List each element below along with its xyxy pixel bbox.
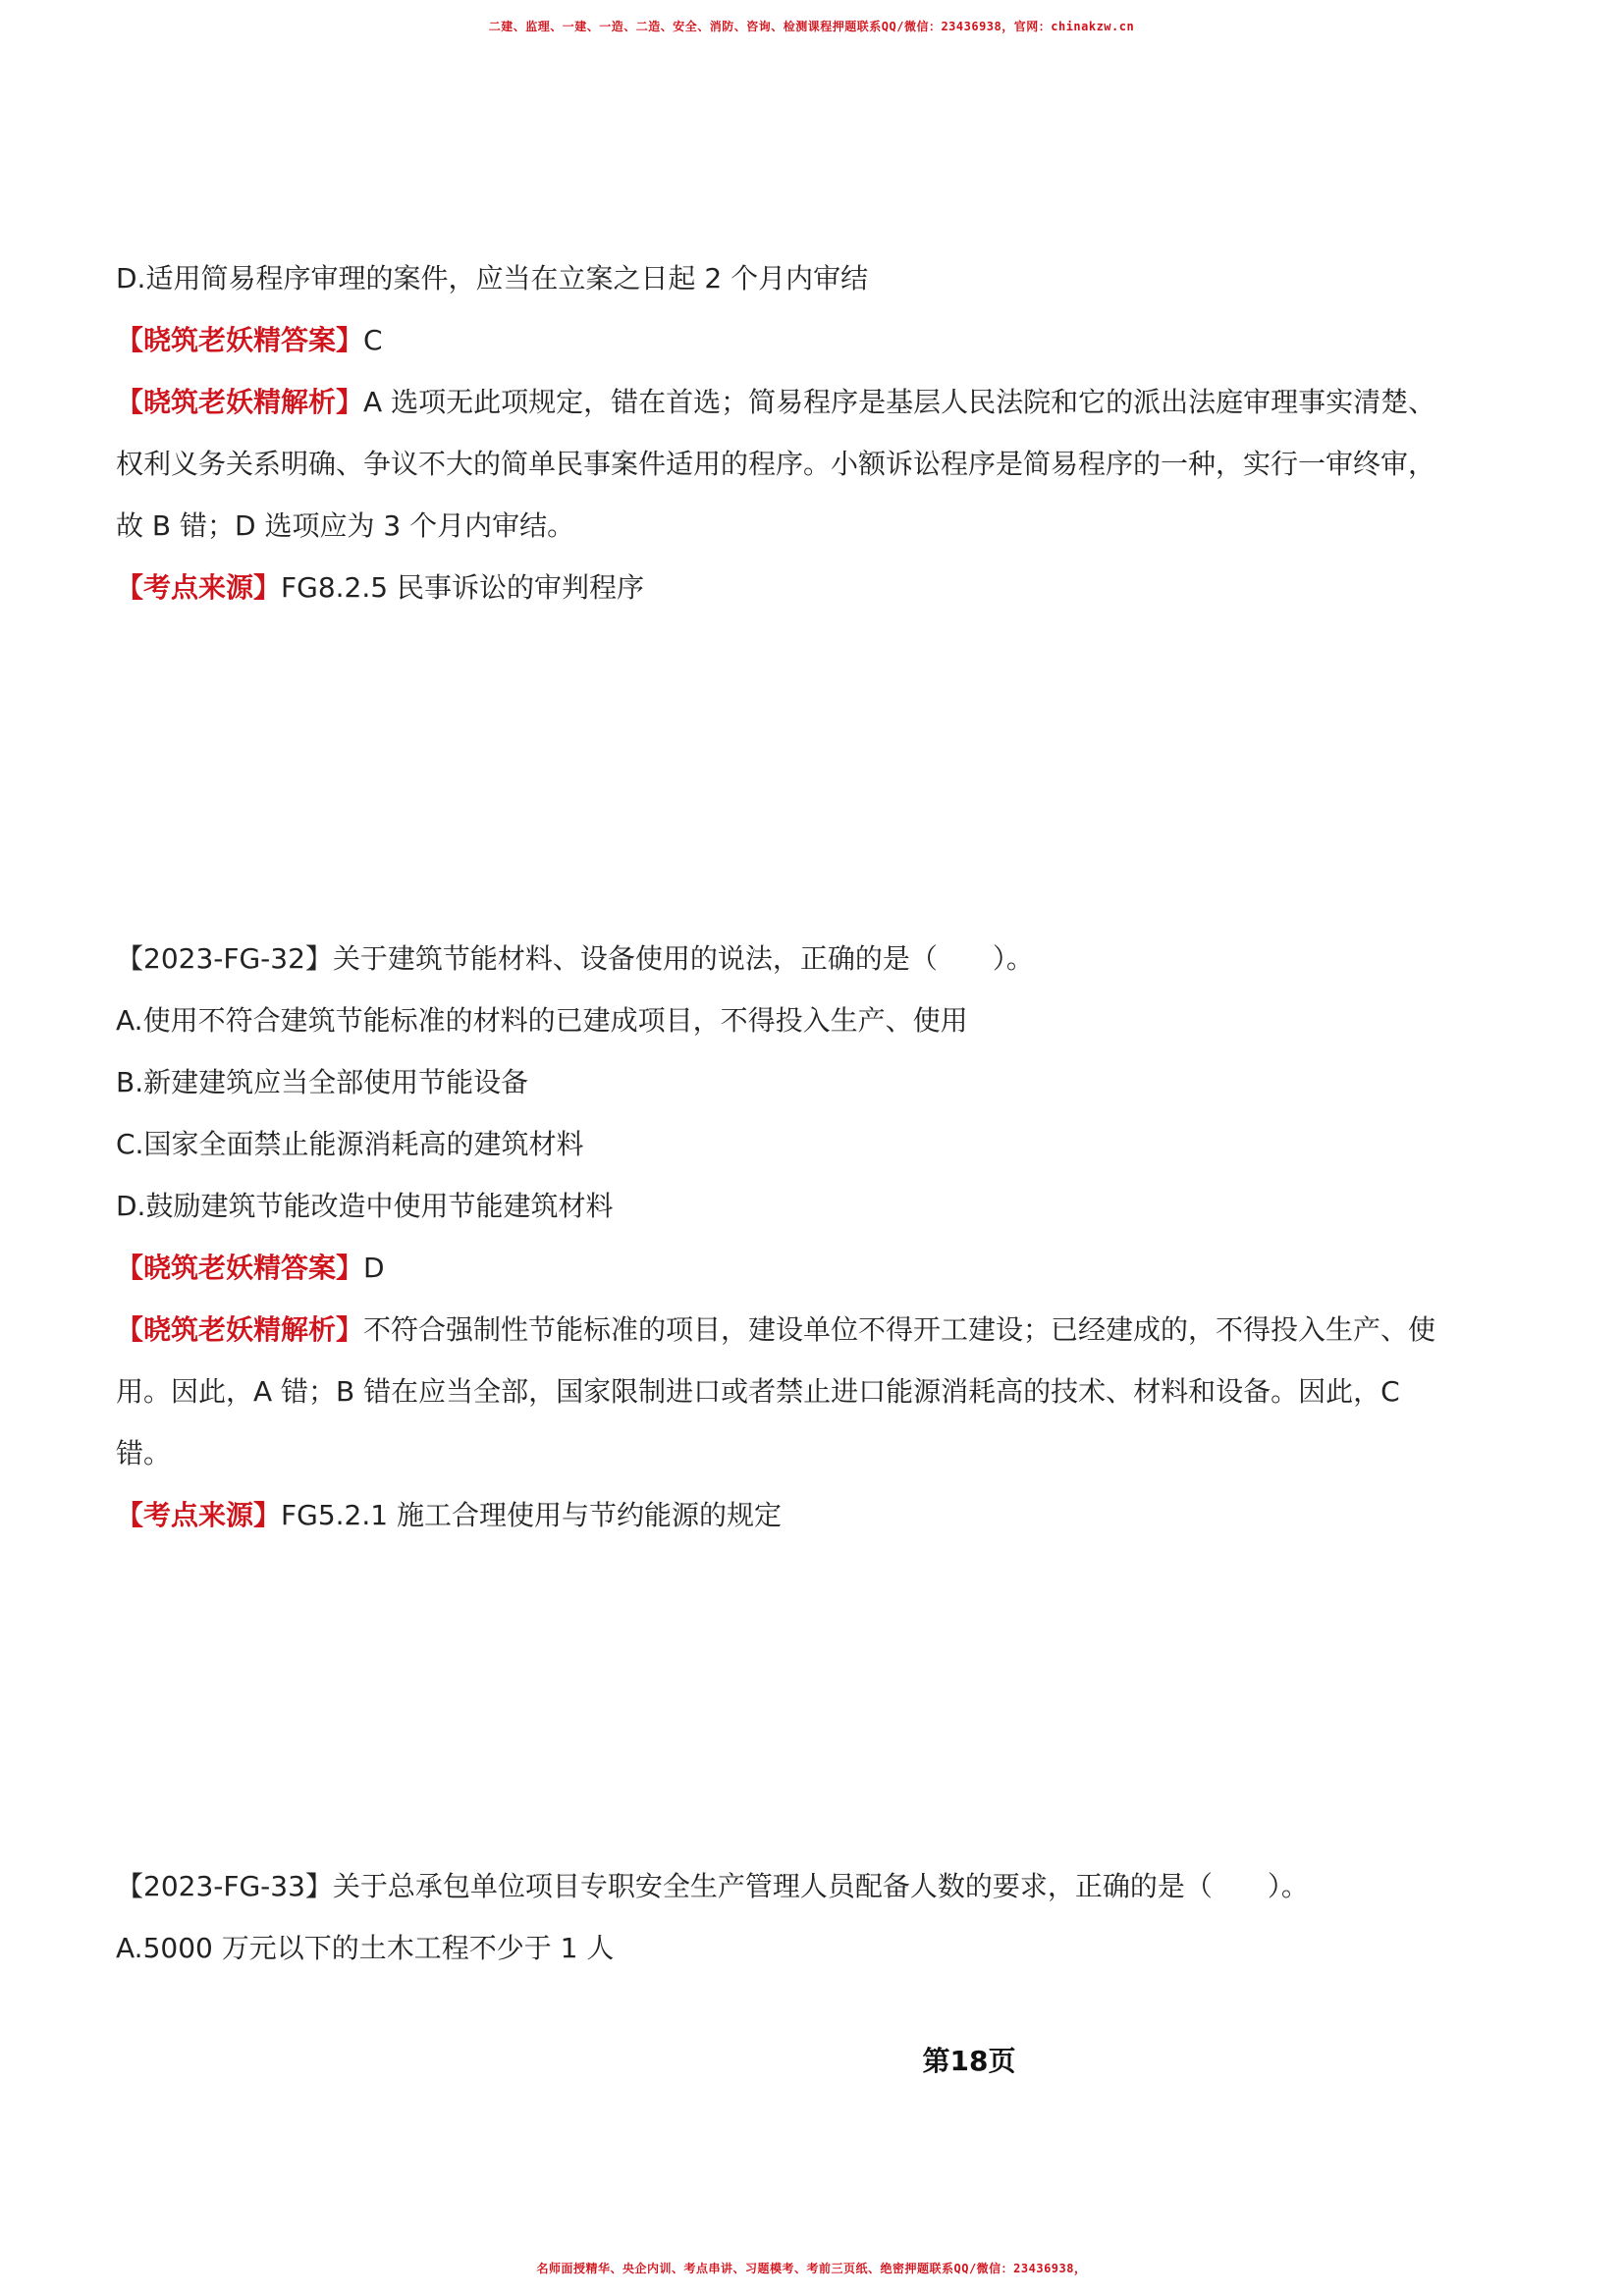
q32-option-d: D.鼓励建筑节能改造中使用节能建筑材料	[116, 1190, 614, 1222]
analysis-text: 不符合强制性节能标准的项目，建设单位不得开工建设；已经建成的，不得投入生产、使	[363, 1313, 1436, 1346]
q33-stem: 【2023-FG-33】关于总承包单位项目专职安全生产管理人员配备人数的要求，正确的是（ ）。	[116, 1870, 1309, 1902]
source-text: FG5.2.1 施工合理使用与节约能源的规定	[281, 1499, 782, 1531]
q32-stem: 【2023-FG-32】关于建筑节能材料、设备使用的说法，正确的是（ ）。	[116, 942, 1034, 975]
q32-option-a: A.使用不符合建筑节能标准的材料的已建成项目，不得投入生产、使用	[116, 1004, 968, 1037]
q33-option-a: A.5000 万元以下的土木工程不少于 1 人	[116, 1932, 615, 1964]
q31-option-d: D.适用简易程序审理的案件，应当在立案之日起 2 个月内审结	[116, 262, 869, 294]
header-contact-banner: 二建、监理、一建、一造、二造、安全、消防、咨询、检测课程押题联系QQ/微信：23436938，官网：chinakzw.cn	[488, 20, 1135, 33]
q32-analysis-line-1	[116, 1310, 1510, 1350]
source-text: FG8.2.5 民事诉讼的审判程序	[281, 571, 644, 604]
source-tag: 【考点来源】	[116, 1499, 282, 1531]
q31-analysis-line-3: 故 B 错；D 选项应为 3 个月内审结。	[116, 509, 575, 542]
q32-answer	[116, 1249, 1510, 1288]
q32-analysis-line-3: 错。	[116, 1437, 172, 1469]
q31-analysis-line-1	[116, 383, 1510, 422]
source-tag: 【考点来源】	[116, 571, 282, 604]
answer-value: C	[363, 324, 383, 356]
q31-answer	[116, 321, 1510, 360]
footer-contact-banner: 名师面授精华、央企内训、考点串讲、习题模考、考前三页纸、绝密押题联系QQ/微信：23436938，	[536, 2262, 1087, 2275]
q31-source	[116, 568, 1510, 608]
analysis-tag: 【晓筑老妖精解析】	[116, 1313, 364, 1346]
answer-value: D	[363, 1252, 385, 1284]
q32-option-b: B.新建建筑应当全部使用节能设备	[116, 1066, 529, 1098]
q32-option-c: C.国家全面禁止能源消耗高的建筑材料	[116, 1128, 584, 1160]
analysis-tag: 【晓筑老妖精解析】	[116, 386, 364, 418]
q31-analysis-line-2: 权利义务关系明确、争议不大的简单民事案件适用的程序。小额诉讼程序是简易程序的一种，实行一审终审，	[116, 448, 1436, 480]
q32-analysis-line-2: 用。因此，A 错；B 错在应当全部，国家限制进口或者禁止进口能源消耗高的技术、材料和设备。因此，C	[116, 1375, 1400, 1408]
answer-tag: 【晓筑老妖精答案】	[116, 1252, 364, 1284]
q32-source	[116, 1496, 1510, 1535]
analysis-text: A 选项无此项规定，错在首选；简易程序是基层人民法院和它的派出法庭审理事实清楚、	[363, 386, 1436, 418]
page-number: 第18页	[922, 2045, 1016, 2077]
answer-tag: 【晓筑老妖精答案】	[116, 324, 364, 356]
